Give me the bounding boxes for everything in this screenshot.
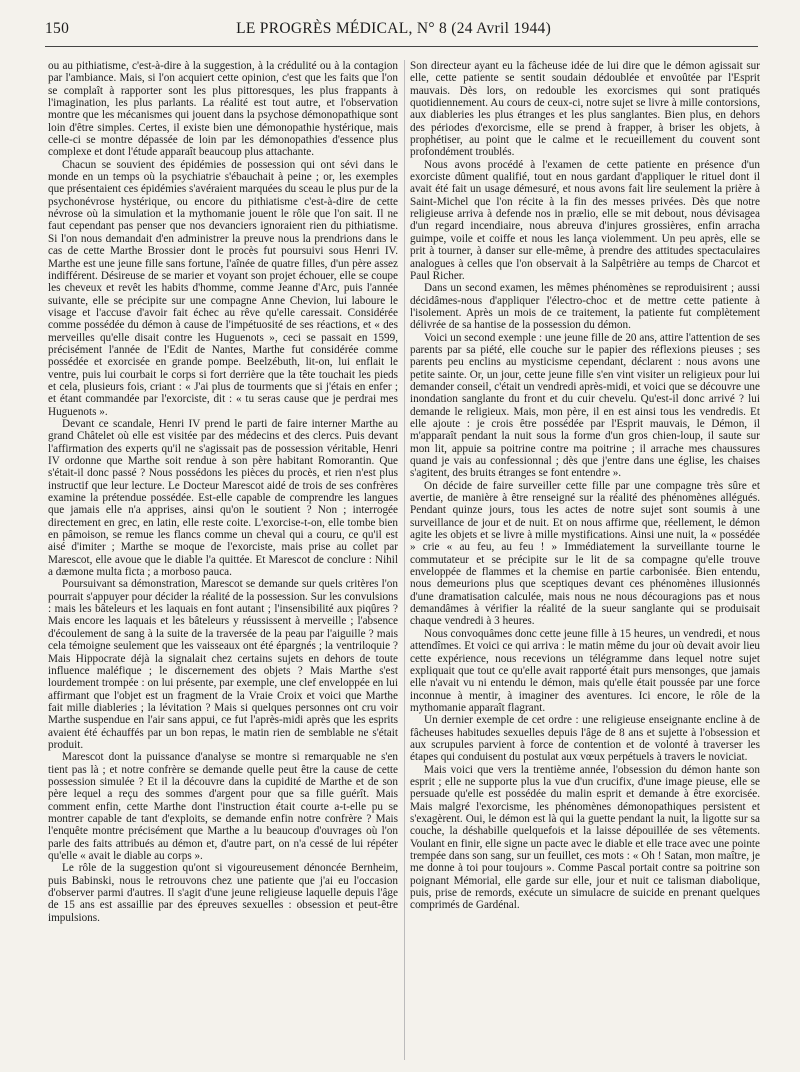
paragraph: Dans un second examen, les mêmes phénomènes se reproduisirent ; aussi décidâmes-nous d'appliquer l'électro-choc et de mettre cette patiente à l'isolement. Après un mois de ce traitement, la patiente fut complètement délivrée de sa hantise de la possession du démon. <box>410 282 760 332</box>
paragraph: Le rôle de la suggestion qu'ont si vigoureusement dénoncée Bernheim, puis Babinski, nous le retrouvons chez une patiente que j'ai eu l'occasion d'observer parmi d'autres. Il s'agit d'une jeune religieuse laquelle depuis l'âge de 15 ans est assaillie par des épreuves sexuelles : obsession et peut-être impulsions. <box>48 862 398 924</box>
paragraph: Chacun se souvient des épidémies de possession qui ont sévi dans le monde en un temps où la psychiatrie s'ébauchait à peine ; or, les exemples que présentaient ces épidémies s'avéraient marquées du sceau le plus pur de la psychonévrose hystérique, ou encore du pithiatisme c'est-à-dire de cette névrose où la simulation et la mythomanie jouent le rôle que l'on sait. Il ne faut cependant pas penser que nos devanciers ignoraient rien du pithiatisme. Si l'on nous demandait d'en administrer la preuve nous la prendrions dans le cas de cette Marthe Brossier dont le procès fut poursuivi sous Henri IV. Marthe est une jeune fille sans fortune, l'aînée de quatre filles, d'un père assez indifférent. Désireuse de se marier et voyant son projet échouer, elle se coupe les cheveux et revêt les habits d'homme, comme Jeanne d'Arc, puis l'année suivante, elle se précipite sur une compagne Anne Chevion, lui laboure le visage et l'accuse d'avoir fait échec au rêve qu'elle caressait. Considérée comme possédée du démon à cause de l'impétuosité de ses réactions, et « des merveilles qu'elle disait contre les Huguenots », ceci se passait en 1599, précisément l'année de l'Edit de Nantes, Marthe fut considérée comme possédée et exorcisée en grande pompe. Beelzébuth, lit-on, lui enflait le ventre, puis lui courbait le corps si fort derrière que la tête touchait les pieds et cela, plusieurs fois, criant : « J'ai plus de tourments que si j'étais en enfer ; et étant commandée par l'exorciste, dit : « tu seras cause que je perdrai mes Huguenots ». <box>48 158 398 418</box>
page-number: 150 <box>45 20 70 37</box>
paragraph: Nous convoquâmes donc cette jeune fille à 15 heures, un vendredi, et nous attendîmes. Et voici ce qui arriva : le matin même du jour où devait avoir lieu cette expérience, nous recevions un télégramme dans lequel notre sujet expliquait que tout ce qu'elle avait rapporté était purs mensonges, que jamais elle n'avait vu ni entendu le démon, mais qu'elle était poussée par une force inconnue à mentir, à imaginer des aventures. Ici encore, le rôle de la mythomanie apparaît flagrant. <box>410 627 760 714</box>
left-column <box>48 60 398 1060</box>
paragraph: On décide de faire surveiller cette fille par une compagne très sûre et avertie, de manière à être renseigné sur la réalité des phénomènes allégués. Pendant quinze jours, tous les actes de notre sujet sont soumis à une surveillance de jour et de nuit. Et on nous affirme que, réellement, le démon agite les objets et se livre à mille mystifications. Ainsi une nuit, la « possédée » crie « au feu, au feu ! » Immédiatement la surveillante tourne le commutateur et se précipite sur le lit de sa compagne qu'elle trouve enveloppée de flammes et la chemise en partie carbonisée. Bien entendu, nous demeurions plus que sceptiques devant ces phénomènes illusionnés d'une dramatisation calculée, mais nous ne nous découragions pas et nous demandâmes à vérifier la réalité de la sueur sanglante qui se produisait chaque vendredi à 3 heures. <box>410 479 760 628</box>
column-divider <box>404 60 405 1060</box>
paragraph: Voici un second exemple : une jeune fille de 20 ans, attire l'attention de ses parents par sa piété, elle couche sur le papier des réflexions pieuses ; ses parents peu enclins au mysticisme cependant, déclarent : nous avons une petite sainte. Or, un jour, cette jeune fille s'en vint visiter un religieux pour lui demander conseil, c'était un vendredi après-midi, et voici que se découvre une inondation sanglante du front et du cuir chevelu. Qu'est-il donc arrivé ? lui demande le religieux. Mais, mon père, il en est ainsi tous les vendredis. Et elle ajoute : je crois être possédée par l'Esprit mauvais, le Démon, il m'apparaît pendant la nuit sous la forme d'un gros chien-loup, il saute sur mon lit, appuie sa poitrine contre ma poitrine ; il arrache mes chaussures quand je vais au confessionnal ; dès que j'entre dans une église, les chaises s'agitent, des bruits étranges se font entendre ». <box>410 331 760 480</box>
journal-title: LE PROGRÈS MÉDICAL, N° 8 (24 Avril 1944) <box>236 20 552 37</box>
paragraph: ou au pithiatisme, c'est-à-dire à la suggestion, à la crédulité ou à la contagion par l'ambiance. Mais, si l'on acquiert cette opinion, c'est que les faits que l'on se complaît à rapporter sont les plus pittoresques, les plus frappants à l'imagination, les plus parlants. La réalité est tout autre, et l'observation montre que les mécanismes qui jouent dans la psychose démonopathique sont loin d'être simples. Certes, il existe bien une démonopathie hystérique, mais celle-ci se montre dépassée de loin par les démonopathies d'essence plus complexe et dont l'étude apparaît beaucoup plus attachante. <box>48 60 398 159</box>
paragraph: Devant ce scandale, Henri IV prend le parti de faire interner Marthe au grand Châtelet où elle est visitée par des médecins et des clercs. Puis devant l'affirmation des experts qu'il ne s'agissait pas de possession véritable, Henri IV ordonne que Marthe soit rendue à son père habitant Romorantin. Que s'était-il donc passé ? Nous possédons les pièces du procès, et rien n'est plus instructif que leur lecture. Le Docteur Marescot aidé de trois de ses confrères examine la prétendue possédée. Est-elle capable de comprendre les langues que jamais elle n'a apprises, ainsi qu'on le soutient ? Non ; interrogée directement en grec, en latin, elle reste coite. L'exorcise-t-on, elle tombe bien en pâmoison, se remue les flancs comme un cheval qui a couru, ce qu'il est aisé d'imiter ; Marthe se moque de l'exorciste, mais prise au collet par Marescot, elle avoue que le diable l'a quittée. Et Marescot de conclure : Nihil a dæmone multa ficta ; a morboso pauca. <box>48 417 398 579</box>
paragraph: Mais voici que vers la trentième année, l'obsession du démon hante son esprit ; elle ne supporte plus la vue d'un crucifix, d'une image pieuse, elle se persuade qu'elle est possédée du malin esprit et demande à être exorcisée. Mais malgré l'exorcisme, les phénomènes démonopathiques persistent et s'exagèrent. Oui, le démon est là qui la guette pendant la nuit, la ligotte sur sa couche, la déshabille quelquefois et la laisse dépouillée de ses vêtements. Voulant en finir, elle signe un pacte avec le diable et elle trace avec une pointe trempée dans son sang, sur un feuillet, ces mots : « Oh ! Satan, mon maître, je me donne à toi pour toujours ». Comme Pascal portait contre sa poitrine son poignant Mémorial, elle garde sur elle, jour et nuit ce talisman diabolique, puis, prise de remords, exécute un simulacre de suicide en prenant quelques comprimés de Gardénal. <box>410 763 760 912</box>
running-header <box>45 20 758 46</box>
paragraph: Son directeur ayant eu la fâcheuse idée de lui dire que le démon agissait sur elle, cette patiente se sentit soudain dédoublée et envoûtée par l'Esprit mauvais. Dès lors, on redouble les exorcismes qui sont pratiqués quotidiennement. Au cours de ceux-ci, notre sujet se livre à mille contorsions, aux diableries les plus étranges et les plus sanglantes. Bien plus, en dehors des périodes d'exorcisme, elle se prend à frapper, à briser les objets, à prophétiser, au point que le calme et le recueillement du couvent sont profondément troublés. <box>410 60 760 159</box>
right-column <box>410 60 760 1060</box>
paragraph: Nous avons procédé à l'examen de cette patiente en présence d'un exorciste dûment qualifié, tout en nous gardant d'appliquer le rituel dont il avait été fait un usage démesuré, et nous avons fait lire seulement la prière à Saint-Michel que l'on récite à la fin des messes privées. Dès que notre religieuse arriva à defende nos in prælio, elle se mit debout, nous dévisagea d'un regard incendiaire, nous abreuva d'injures grossières, enfin arracha guimpe, voile et coiffe et nous les lança violemment. Un peu après, elle se prit à tourner, à danser sur elle-même, à prendre des attitudes spectaculaires analogues à celles que l'on observait à la Salpêtrière au temps de Charcot et Paul Richer. <box>410 158 760 282</box>
paragraph: Marescot dont la puissance d'analyse se montre si remarquable ne s'en tient pas là ; et notre confrère se demande quelle peut être la cause de cette possession simulée ? Et il la découvre dans la cupidité de Marthe et de son père lequel a reçu des sommes d'argent pour que sa fille guérît. Mais comment enfin, cette Marthe dont l'instruction était courte a-t-elle pu se montrer capable de tant d'exploits, se demande enfin notre confrère ? Mais l'enquête montre précisément que Marthe a lu beaucoup d'ouvrages où l'on parle des faits attribués au démon et, d'autre part, on n'a cessé de lui répéter qu'elle « avait le diable au corps ». <box>48 751 398 862</box>
paragraph: Un dernier exemple de cet ordre : une religieuse enseignante encline à de fâcheuses habitudes sexuelles depuis l'âge de 8 ans et sujette à l'obsession et aux scrupules parvient à force de contention et de volonté à traverser les étapes qui conduisent du postulat aux vœux perpétuels à travers le noviciat. <box>410 714 760 764</box>
paragraph: Poursuivant sa démonstration, Marescot se demande sur quels critères l'on pourrait s'appuyer pour décider la réalité de la possession. Sur les convulsions : mais les bâteleurs et les laquais en font autant ; l'insensibilité aux piqûres ? Mais encore les laquais et les bâteleurs y réussissent à merveille ; l'absence d'écoulement de sang à la suite de la traversée de la peau par l'aiguille ? mais cela témoigne seulement que les vaisseaux ont été épargnés ; la ventriloquie ? Mais Hippocrate déjà la signalait chez certains sujets en dehors de toute influence maléfique ; le discernement des objets ? Mais Marthe s'est lourdement trompée : on lui présente, par exemple, une clef enveloppée en lui affirmant que l'objet est un fragment de la Vraie Croix et voici que Marthe fait mille diableries ; la lévitation ? Mais si quelques personnes ont cru voir Marthe suspendue en l'air sans appui, ce fut l'après-midi après que les esprits avaient été échauffés par un bon repas, le matin rien de semblable ne s'était produit. <box>48 578 398 751</box>
header-rule <box>45 46 758 47</box>
